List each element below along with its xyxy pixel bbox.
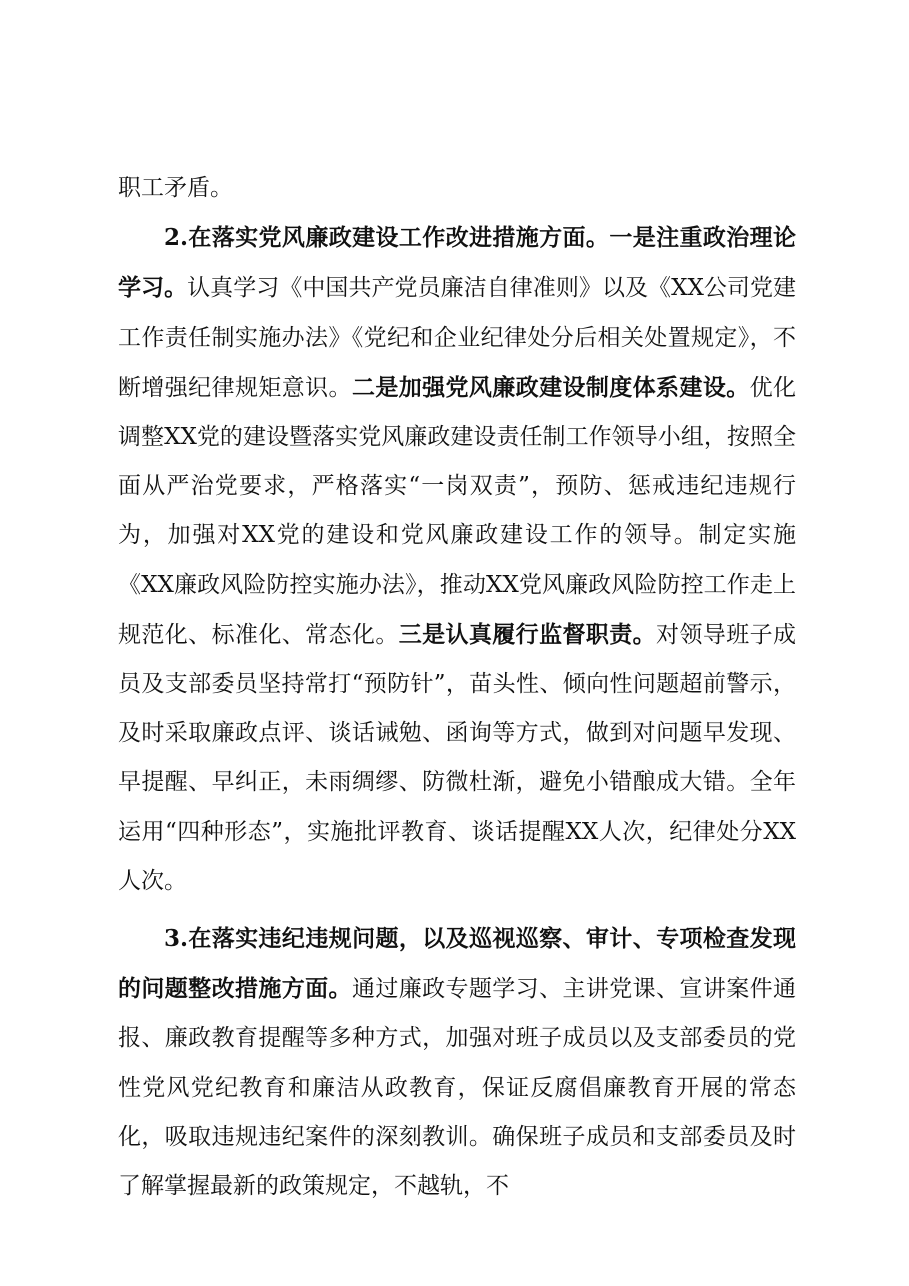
text-segment: 优化调整XX党的建设暨落实党风廉政建设责任制工作领导小组，按照全面从严治党要求，严格落实“一岗双责”，预防、惩戒违纪违规行为，加强对XX党的建设和党风廉政建设工作的领导。制定实施《XX廉政风险防控实施办法》，推动XX党风廉政风险防控工作走上规范化、标准化、常态化。 <box>118 374 797 648</box>
paragraph-section-2 <box>118 213 796 906</box>
text-segment: 对领导班子成员及支部委员坚持常打“预防针”，苗头性、倾向性问题超前警示，及时采取廉政点评、谈话诫勉、函询等方式，做到对问题早发现、早提醒、早纠正，未雨绸缪、防微杜渐，避免小错酿成大错。全年运用“四种形态”，实施批评教育、谈话提醒XX人次，纪律处分XX人次。 <box>118 621 797 894</box>
point-heading: 三是认真履行监督职责。 <box>398 620 657 648</box>
section-heading: 3.在落实违纪违规问题，以及巡视巡察、审计、专项检查发现的问题整改措施方面。 <box>118 925 796 1003</box>
text-segment: 认真学习《中国共产党员廉洁自律准则》以及《XX公司党建工作责任制实施办法》《党纪和企业纪律处分后相关处置规定》，不断增强纪律规矩意识。 <box>118 275 797 401</box>
point-heading: 一是注重政治理论学习。 <box>118 224 797 302</box>
document-page <box>118 164 796 1211</box>
text-segment: 职工矛盾。 <box>118 175 233 201</box>
text-segment: 通过廉政专题学习、主讲党课、宣讲案件通报、廉政教育提醒等多种方式，加强对班子成员以及支部委员的党性党风党纪教育和廉洁从政教育，保证反腐倡廉教育开展的常态化，吸取违规违纪案件的深刻教训。确保班子成员和支部委员及时了解掌握最新的政策规定，不越轨，不 <box>118 976 797 1200</box>
section-heading: 2.在落实党风廉政建设工作改进措施方面。 <box>164 224 610 252</box>
paragraph-section-3 <box>118 914 796 1211</box>
paragraph-continuation <box>118 164 796 213</box>
point-heading: 二是加强党风廉政建设制度体系建设。 <box>351 373 750 401</box>
